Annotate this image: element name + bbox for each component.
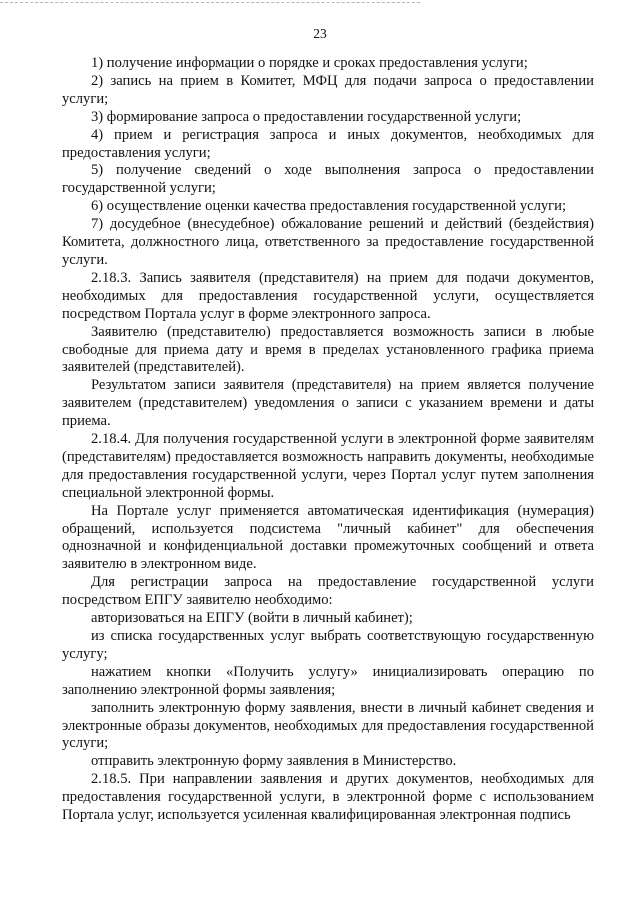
paragraph: 5) получение сведений о ходе выполнения запроса о предоставлении государственной услуги; (62, 162, 594, 197)
paragraph: отправить электронную форму заявления в Министерство. (91, 753, 457, 770)
scan-edge-line (0, 2, 420, 3)
paragraph: 2) запись на прием в Комитет, МФЦ для подачи запроса о предоставлении услуги; (62, 72, 594, 107)
paragraph: На Портале услуг применяется автоматическая идентификация (нумерация) обращений, используется подсистема "личный кабинет" для обеспечения однозначной и конфиденциальной доставки промежуточных сообщений и ответа заявителю в электронном виде. (62, 502, 594, 573)
paragraph: 7) досудебное (внесудебное) обжалование решений и действий (бездействия) Комитета, должностного лица, ответственного за предоставление государственной услуги. (62, 216, 594, 268)
paragraph: 4) прием и регистрация запроса и иных документов, необходимых для предоставления услуги; (62, 126, 594, 161)
paragraph: 2.18.4. Для получения государственной услуги в электронной форме заявителям (представителям) предоставляется возможность направить документы, необходимые для предоставления государственной услуги, через Портал услуг путем заполнения специальной электронной формы. (62, 431, 594, 501)
paragraph: нажатием кнопки «Получить услугу» инициализировать операцию по заполнению электронной формы заявления; (62, 663, 594, 698)
paragraph: 2.18.3. Запись заявителя (представителя) на прием для подачи документов, необходимых для предоставления государственной услуги, осуществляется посредством Портала услуг в форме электронного запроса. (62, 269, 594, 322)
paragraph: из списка государственных услуг выбрать соответствующую государственную услугу; (62, 628, 594, 662)
paragraph: 3) формирование запроса о предоставлении государственной услуги; (91, 108, 522, 125)
paragraph: Результатом записи заявителя (представителя) на прием является получение заявителем (представителем) уведомления о записи с указанием времени и даты приема. (62, 377, 594, 430)
paragraph: авторизоваться на ЕПГУ (войти в личный кабинет); (91, 610, 413, 627)
paragraph: Для регистрации запроса на предоставление государственной услуги посредством ЕПГУ заявителю необходимо: (62, 574, 594, 609)
paragraph: Заявителю (представителю) предоставляется возможность записи в любые свободные для приема дату и время в пределах установленного графика приема заявителей (представителей). (62, 323, 594, 376)
paragraph: 1) получение информации о порядке и сроках предоставления услуги; (91, 55, 528, 71)
paragraph: заполнить электронную форму заявления, внести в личный кабинет сведения и электронные образы документов, необходимых для предоставления государственной услуги; (62, 699, 594, 752)
page-number: 23 (313, 26, 327, 41)
document-body (62, 55, 594, 825)
paragraph: 2.18.5. При направлении заявления и других документов, необходимых для предоставления государственной услуги, в электронной форме с использованием Портала услуг, используется усиленная квалифицированная электронная подпись (62, 771, 594, 824)
paragraph: 6) осуществление оценки качества предоставления государственной услуги; (91, 198, 567, 215)
